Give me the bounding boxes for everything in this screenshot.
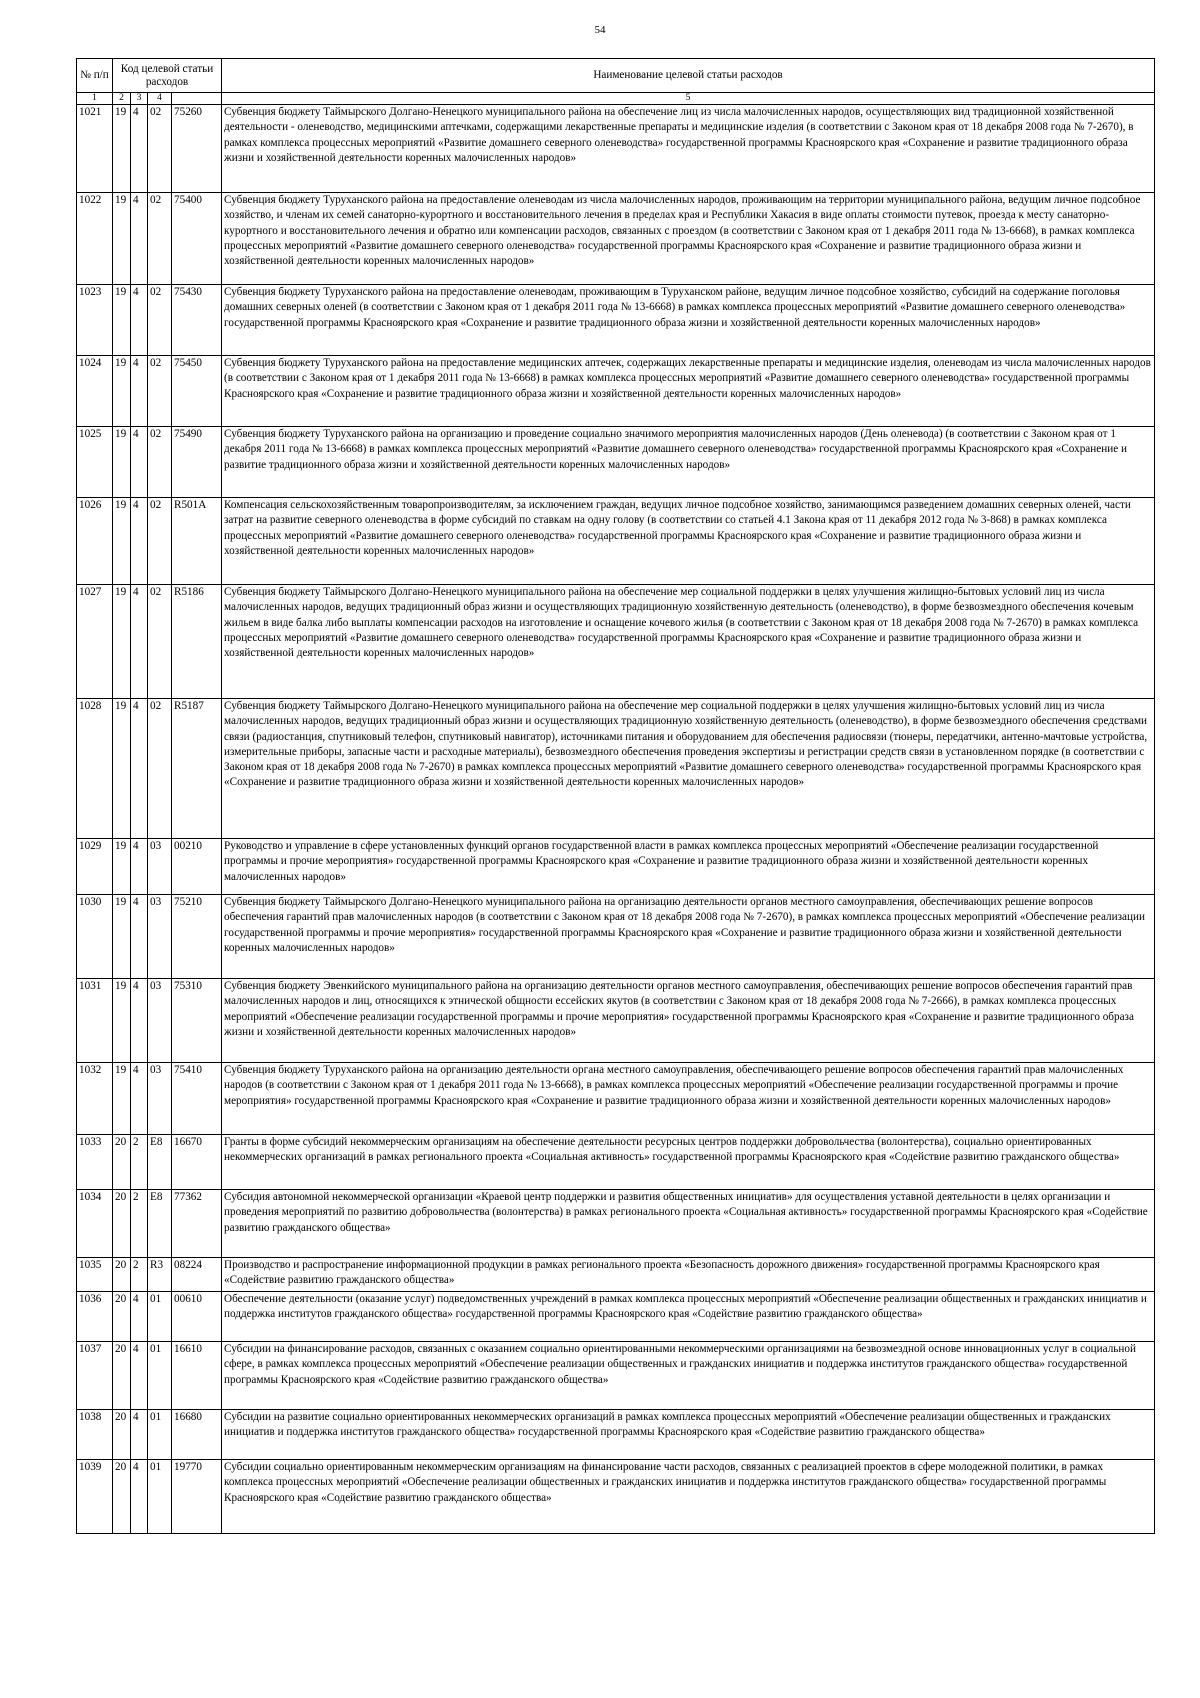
- code-group: 02: [148, 193, 172, 285]
- table-row: [77, 839, 1155, 895]
- code-group: 02: [148, 427, 172, 498]
- row-number: 1029: [77, 839, 113, 895]
- code-group: 02: [148, 585, 172, 699]
- code-program: 19: [113, 585, 131, 699]
- code-subprogram: 4: [131, 585, 148, 699]
- header-num: № п/п: [77, 59, 113, 93]
- table-row: [77, 427, 1155, 498]
- row-number: 1039: [77, 1460, 113, 1534]
- code-direction: 75310: [172, 979, 222, 1063]
- code-direction: 75430: [172, 285, 222, 356]
- row-number: 1032: [77, 1063, 113, 1135]
- expense-name: Руководство и управление в сфере установленных функций органов государственной власти в рамках комплекса процессных мероприятий «Обеспечение реализации государственной программы и прочие мероприятия» государственной программы Красноярского края «Сохранение и развитие традиционного образа жизни и хозяйственной деятельности коренных малочисленных народов»: [222, 839, 1155, 895]
- expense-name: Субсидии социально ориентированным некоммерческим организациям на финансирование части расходов, связанных с реализацией проектов в сфере молодежной политики, в рамках комплекса процессных мероприятий «Обеспечение реализации общественных и гражданских инициатив и поддержка институтов гражданского общества» государственной программы Красноярского края «Содействие развитию гражданского общества»: [222, 1460, 1155, 1534]
- row-number: 1034: [77, 1190, 113, 1258]
- row-number: 1033: [77, 1135, 113, 1190]
- code-subprogram: 4: [131, 839, 148, 895]
- code-subprogram: 4: [131, 979, 148, 1063]
- row-number: 1035: [77, 1258, 113, 1292]
- code-program: 19: [113, 356, 131, 427]
- table-row: [77, 1063, 1155, 1135]
- expense-name: Субвенция бюджету Таймырского Долгано-Ненецкого муниципального района на обеспечение мер социальной поддержки в целях улучшения жилищно-бытовых условий лиц из числа малочисленных народов, ведущих традиционный образ жизни и осуществляющих традиционную хозяйственную деятельность (оленеводство), в форме безвозмездного обеспечения кочевым жильем в виде балка либо выплаты компенсации расходов на изготовление и оснащение кочевого жилья (в соответствии с Законом края от 18 декабря 2008 года № 7-2670) в рамках комплекса процессных мероприятий «Развитие домашнего северного оленеводства» государственной программы Красноярского края «Сохранение и развитие традиционного образа жизни и хозяйственной деятельности коренных малочисленных народов»: [222, 585, 1155, 699]
- code-group: 02: [148, 699, 172, 839]
- header-index-2: 2: [113, 93, 131, 105]
- row-number: 1028: [77, 699, 113, 839]
- code-subprogram: 4: [131, 1292, 148, 1342]
- code-direction: 75260: [172, 105, 222, 193]
- header-name: Наименование целевой статьи расходов: [222, 59, 1155, 93]
- expense-name: Субвенция бюджету Эвенкийского муниципального района на организацию деятельности органов местного самоуправления, обеспечивающих решение вопросов обеспечения гарантий прав малочисленных народов и лиц, относящихся к этнической общности ессейских якутов (в соответствии с Законом края от 18 декабря 2008 года № 7-2666), в рамках комплекса процессных мероприятий «Обеспечение реализации государственной программы и прочие мероприятия» государственной программы Красноярского края «Сохранение и развитие традиционного образа жизни и хозяйственной деятельности коренных малочисленных народов»: [222, 979, 1155, 1063]
- code-group: 03: [148, 979, 172, 1063]
- row-number: 1025: [77, 427, 113, 498]
- code-group: 01: [148, 1460, 172, 1534]
- code-group: 01: [148, 1342, 172, 1410]
- code-program: 19: [113, 895, 131, 979]
- code-subprogram: 2: [131, 1258, 148, 1292]
- code-program: 20: [113, 1460, 131, 1534]
- expense-name: Субвенция бюджету Таймырского Долгано-Ненецкого муниципального района на обеспечение лиц из числа малочисленных народов, осуществляющих вид традиционной хозяйственной деятельности - оленеводство, медицинскими аптечками, содержащими лекарственные препараты и медицинские изделия (в соответствии с Законом края от 18 декабря 2008 года № 7-2670), в рамках комплекса процессных мероприятий «Развитие домашнего северного оленеводства» государственной программы Красноярского края «Сохранение и развитие традиционного образа жизни и хозяйственной деятельности коренных малочисленных народов»: [222, 105, 1155, 193]
- table-row: [77, 498, 1155, 585]
- table-row: [77, 1190, 1155, 1258]
- table-row: [77, 1135, 1155, 1190]
- code-subprogram: 4: [131, 1063, 148, 1135]
- row-number: 1027: [77, 585, 113, 699]
- table-row: [77, 585, 1155, 699]
- code-group: R3: [148, 1258, 172, 1292]
- code-subprogram: 2: [131, 1190, 148, 1258]
- code-program: 20: [113, 1135, 131, 1190]
- code-subprogram: 4: [131, 285, 148, 356]
- code-direction: 16680: [172, 1410, 222, 1460]
- row-number: 1038: [77, 1410, 113, 1460]
- code-program: 19: [113, 427, 131, 498]
- header-index-1: 1: [77, 93, 113, 105]
- expense-name: Гранты в форме субсидий некоммерческим организациям на обеспечение деятельности ресурсных центров поддержки добровольчества (волонтерства), социально ориентированных некоммерческих организаций в рамках регионального проекта «Социальная активность» государственной программы Красноярского края «Содействие развитию гражданского общества»: [222, 1135, 1155, 1190]
- code-direction: 75400: [172, 193, 222, 285]
- code-subprogram: 2: [131, 1135, 148, 1190]
- table-row: [77, 1410, 1155, 1460]
- expense-name: Обеспечение деятельности (оказание услуг) подведомственных учреждений в рамках комплекса процессных мероприятий «Обеспечение реализации общественных и гражданских инициатив и поддержка институтов гражданского общества» государственной программы Красноярского края «Содействие развитию гражданского общества»: [222, 1292, 1155, 1342]
- code-direction: 19770: [172, 1460, 222, 1534]
- code-subprogram: 4: [131, 699, 148, 839]
- expense-name: Субвенция бюджету Таймырского Долгано-Ненецкого муниципального района на организацию деятельности органов местного самоуправления, обеспечивающих решение вопросов обеспечения гарантий прав малочисленных народов (в соответствии с Законом края от 18 декабря 2008 года № 7-2670), в рамках комплекса процессных мероприятий «Обеспечение реализации государственной программы и прочие мероприятия» государственной программы Красноярского края «Сохранение и развитие традиционного образа жизни и хозяйственной деятельности коренных малочисленных народов»: [222, 895, 1155, 979]
- code-direction: 16670: [172, 1135, 222, 1190]
- expense-name: Субвенция бюджету Туруханского района на предоставление оленеводам, проживающим в Туруханском районе, ведущим личное подсобное хозяйство, субсидий на содержание поголовья домашних северных оленей (в соответствии с Законом края от 1 декабря 2011 года № 13-6668) в рамках комплекса процессных мероприятий «Развитие домашнего северного оленеводства» государственной программы Красноярского края «Сохранение и развитие традиционного образа жизни и хозяйственной деятельности коренных малочисленных народов»: [222, 285, 1155, 356]
- row-number: 1030: [77, 895, 113, 979]
- expense-name: Субсидии на развитие социально ориентированных некоммерческих организаций в рамках комплекса процессных мероприятий «Обеспечение реализации общественных и гражданских инициатив и поддержка институтов гражданского общества» государственной программы Красноярского края «Содействие развитию гражданского общества»: [222, 1410, 1155, 1460]
- code-direction: 75490: [172, 427, 222, 498]
- code-direction: 75450: [172, 356, 222, 427]
- code-program: 19: [113, 699, 131, 839]
- table-row: [77, 356, 1155, 427]
- code-group: 03: [148, 839, 172, 895]
- code-program: 19: [113, 193, 131, 285]
- table-row: [77, 105, 1155, 193]
- code-subprogram: 4: [131, 193, 148, 285]
- code-subprogram: 4: [131, 1410, 148, 1460]
- row-number: 1037: [77, 1342, 113, 1410]
- code-group: 01: [148, 1292, 172, 1342]
- code-direction: R5187: [172, 699, 222, 839]
- code-program: 20: [113, 1292, 131, 1342]
- code-group: E8: [148, 1135, 172, 1190]
- code-direction: R5186: [172, 585, 222, 699]
- budget-table: [76, 58, 1155, 1534]
- expense-name: Производство и распространение информационной продукции в рамках регионального проекта «Безопасность дорожного движения» государственной программы Красноярского края «Содействие развитию гражданского общества»: [222, 1258, 1155, 1292]
- code-group: 02: [148, 498, 172, 585]
- expense-name: Субвенция бюджету Туруханского района на организацию деятельности органа местного самоуправления, обеспечивающего решение вопросов обеспечения гарантий прав малочисленных народов (в соответствии с Законом края от 1 декабря 2011 года № 13-6668), в рамках комплекса процессных мероприятий «Обеспечение реализации государственной программы и прочие мероприятия» государственной программы Красноярского края «Сохранение и развитие традиционного образа жизни и хозяйственной деятельности коренных малочисленных народов»: [222, 1063, 1155, 1135]
- code-program: 20: [113, 1342, 131, 1410]
- row-number: 1031: [77, 979, 113, 1063]
- expense-name: Субвенция бюджету Туруханского района на предоставление медицинских аптечек, содержащих лекарственные препараты и медицинские изделия, оленеводам из числа малочисленных народов (в соответствии с Законом края от 1 декабря 2011 года № 13-6668) в рамках комплекса процессных мероприятий «Развитие домашнего северного оленеводства» государственной программы Красноярского края «Сохранение и развитие традиционного образа жизни и хозяйственной деятельности коренных малочисленных народов»: [222, 356, 1155, 427]
- code-program: 19: [113, 285, 131, 356]
- expense-name: Субвенция бюджету Туруханского района на организацию и проведение социально значимого мероприятия малочисленных народов (День оленевода) (в соответствии с Законом края от 1 декабря 2011 года № 13-6668) в рамках комплекса процессных мероприятий «Развитие домашнего северного оленеводства» государственной программы Красноярского края «Сохранение и развитие традиционного образа жизни и хозяйственной деятельности коренных малочисленных народов»: [222, 427, 1155, 498]
- row-number: 1026: [77, 498, 113, 585]
- code-subprogram: 4: [131, 427, 148, 498]
- code-program: 19: [113, 105, 131, 193]
- table-row: [77, 1292, 1155, 1342]
- table-row: [77, 285, 1155, 356]
- code-direction: 75410: [172, 1063, 222, 1135]
- code-group: 02: [148, 285, 172, 356]
- code-direction: 77362: [172, 1190, 222, 1258]
- header-index-empty: [172, 93, 222, 105]
- code-program: 19: [113, 839, 131, 895]
- code-group: E8: [148, 1190, 172, 1258]
- code-program: 20: [113, 1258, 131, 1292]
- expense-name: Субвенция бюджету Туруханского района на предоставление оленеводам из числа малочисленных народов, проживающим на территории муниципального района, ведущим личное подсобное хозяйство, и членам их семей санаторно-курортного и восстановительного лечения в пределах края и Республики Хакасия в виде оплаты стоимости путевок, проезда к месту санаторно-курортного и восстановительного лечения и обратно или компенсации расходов, связанных с проездом (в соответствии с Законом края от 1 декабря 2011 года № 13-6668), в рамках комплекса процессных мероприятий «Развитие домашнего северного оленеводства» государственной программы Красноярского края «Сохранение и развитие традиционного образа жизни и хозяйственной деятельности коренных малочисленных народов»: [222, 193, 1155, 285]
- header-index-3: 3: [131, 93, 148, 105]
- row-number: 1036: [77, 1292, 113, 1342]
- code-group: 02: [148, 105, 172, 193]
- code-program: 19: [113, 498, 131, 585]
- expense-name: Субвенция бюджету Таймырского Долгано-Ненецкого муниципального района на обеспечение мер социальной поддержки в целях улучшения жилищно-бытовых условий лиц из числа малочисленных народов, ведущих традиционный образ жизни и осуществляющих традиционную хозяйственную деятельность (оленеводство), в форме безвозмездного обеспечения средствами связи (радиостанция, спутниковый телефон, спутниковый навигатор), источниками питания и оборудованием для обеспечения радиосвязи (тюнеры, передатчики, антенно-мачтовые устройства, измерительные приборы, запасные части и расходные материалы), безвозмездного обеспечения проведения экспертизы и регистрации средств связи в установленном порядке (в соответствии с Законом края от 18 декабря 2008 года № 7-2670) в рамках комплекса процессных мероприятий «Развитие домашнего северного оленеводства» государственной программы Красноярского края «Сохранение и развитие традиционного образа жизни и хозяйственной деятельности коренных малочисленных народов»: [222, 699, 1155, 839]
- code-group: 01: [148, 1410, 172, 1460]
- table-row: [77, 979, 1155, 1063]
- code-direction: 16610: [172, 1342, 222, 1410]
- code-group: 03: [148, 895, 172, 979]
- table-row: [77, 1460, 1155, 1534]
- page-number: 54: [594, 24, 606, 36]
- code-program: 20: [113, 1410, 131, 1460]
- code-direction: 08224: [172, 1258, 222, 1292]
- code-subprogram: 4: [131, 105, 148, 193]
- table-row: [77, 699, 1155, 839]
- code-program: 19: [113, 979, 131, 1063]
- header-code-group: Код целевой статьи расходов: [113, 59, 222, 93]
- table-row: [77, 1342, 1155, 1410]
- header-index-4: 4: [148, 93, 172, 105]
- code-subprogram: 4: [131, 1342, 148, 1410]
- code-subprogram: 4: [131, 356, 148, 427]
- code-subprogram: 4: [131, 1460, 148, 1534]
- code-direction: R501A: [172, 498, 222, 585]
- table-row: [77, 1258, 1155, 1292]
- table-body: [77, 105, 1155, 1534]
- expense-name: Субсидии на финансирование расходов, связанных с оказанием социально ориентированными некоммерческими организациями на безвозмездной основе инновационных услуг в социальной сфере, в рамках комплекса процессных мероприятий «Обеспечение реализации общественных и гражданских инициатив и поддержка институтов гражданского общества» государственной программы Красноярского края «Содействие развитию гражданского общества»: [222, 1342, 1155, 1410]
- row-number: 1021: [77, 105, 113, 193]
- table-row: [77, 193, 1155, 285]
- code-group: 03: [148, 1063, 172, 1135]
- expense-name: Компенсация сельскохозяйственным товаропроизводителям, за исключением граждан, ведущих личное подсобное хозяйство, занимающимся разведением домашних северных оленей, части затрат на развитие северного оленеводства в форме субсидий по ставкам на одну голову (в соответствии со статьей 4.1 Закона края от 11 декабря 2012 года № 3-868) в рамках комплекса процессных мероприятий «Развитие домашнего северного оленеводства» государственной программы Красноярского края «Сохранение и развитие традиционного образа жизни и хозяйственной деятельности коренных малочисленных народов»: [222, 498, 1155, 585]
- code-direction: 00610: [172, 1292, 222, 1342]
- code-program: 19: [113, 1063, 131, 1135]
- code-subprogram: 4: [131, 895, 148, 979]
- header-index-5: 5: [222, 93, 1155, 105]
- expense-name: Субсидия автономной некоммерческой организации «Краевой центр поддержки и развития общественных инициатив» для осуществления уставной деятельности в целях организации и проведения мероприятий по развитию добровольчества (волонтерства) в рамках регионального проекта «Социальная активность» государственной программы Красноярского края «Содействие развитию гражданского общества»: [222, 1190, 1155, 1258]
- row-number: 1024: [77, 356, 113, 427]
- row-number: 1022: [77, 193, 113, 285]
- code-group: 02: [148, 356, 172, 427]
- row-number: 1023: [77, 285, 113, 356]
- table-row: [77, 895, 1155, 979]
- code-subprogram: 4: [131, 498, 148, 585]
- code-direction: 75210: [172, 895, 222, 979]
- code-program: 20: [113, 1190, 131, 1258]
- code-direction: 00210: [172, 839, 222, 895]
- table-header: [77, 59, 1155, 105]
